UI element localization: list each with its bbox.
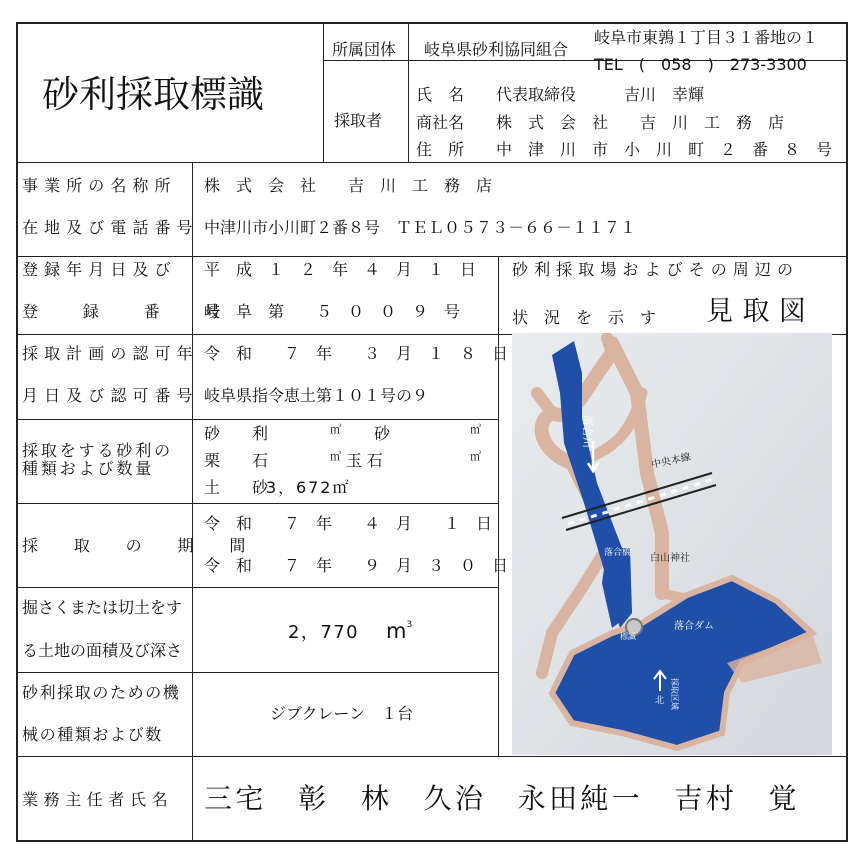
map-label-sign: 標識 — [620, 632, 636, 641]
gravel-label: 種類および数量 — [22, 459, 155, 478]
plan-number: 岐阜県指令恵土第１０１号の９ — [204, 386, 429, 405]
rule — [498, 256, 499, 756]
rule — [18, 419, 498, 420]
collector-name-label: 氏 名 — [416, 85, 465, 104]
office-address-tel: 中津川市小川町２番８号 ＴＥＬ０５７３－６６－１１７１ — [204, 218, 637, 237]
gravel-type: 土 砂 — [204, 478, 269, 497]
rule — [192, 162, 193, 842]
office-label: 事業所の名称所 — [22, 176, 177, 195]
rule — [18, 587, 498, 588]
registration-label: 登録年月日及び — [22, 260, 177, 279]
address-label: 住 所 — [416, 140, 465, 159]
rule — [18, 503, 498, 504]
rule — [323, 24, 324, 162]
registration-label: 登 録 番 号 — [22, 302, 235, 321]
gravel-type: 玉石 — [346, 451, 388, 470]
org-name: 岐阜県砂利協同組合 — [424, 40, 569, 59]
plan-label: 採取計画の認可年 — [22, 344, 199, 363]
map-caption: 砂利採取場およびその周辺の — [512, 260, 800, 279]
gravel-unit: ㎥ — [470, 423, 481, 436]
rule — [18, 256, 848, 257]
map-caption-emphasis: 見取図 — [706, 296, 816, 327]
rule — [18, 162, 848, 163]
gravel-label: 採取をする砂利の — [22, 441, 174, 460]
map-label-area: 採取区域 — [670, 678, 679, 710]
collector-label: 採取者 — [334, 111, 383, 130]
period-start: 令 和 ７ 年 ４ 月 １ 日 — [204, 514, 493, 533]
area-unit: $m^3$ — [386, 619, 413, 643]
site-map — [512, 333, 832, 755]
map-caption: 状 況 を 示 す — [512, 308, 657, 327]
company-label: 商社名 — [416, 113, 465, 132]
gravel-unit: ㎥ — [330, 450, 341, 463]
registration-date: 平 成 １ ２ 年 ４ 月 １ 日 — [204, 260, 477, 279]
registration-number: 岐 阜 第 ５ ０ ０ ９ 号 — [204, 302, 461, 321]
manager-label: 業務主任者氏名 — [22, 790, 174, 809]
gravel-unit: ㎥ — [470, 450, 481, 463]
manager-names: 三宅 彰 林 久治 永田純一 吉村 覚 — [204, 782, 800, 815]
map-label-dam: 落合ダム — [674, 621, 714, 632]
org-tel: TEL ( 058 ) 273-3300 — [594, 55, 807, 74]
gravel-type: 砂 利 — [204, 424, 269, 443]
gravel-quantity: 3，672㎡ — [266, 478, 351, 497]
rule — [408, 24, 409, 162]
rule — [18, 756, 848, 757]
area-value: 2，770 — [288, 622, 360, 643]
collector-name: 代表取締役 吉川 幸輝 — [496, 85, 705, 104]
machine-label: 砂利採取のための機 — [22, 683, 181, 702]
machine-value: ジブクレーン １台 — [270, 704, 414, 723]
area-label: る土地の面積及び深さ — [22, 641, 183, 660]
plan-label: 月日及び認可番号 — [22, 386, 199, 405]
office-label: 在地及び電話番号 — [22, 218, 199, 237]
map-label-shrine: 白山神社 — [650, 553, 690, 564]
plan-date: 令 和 ７ 年 ３ 月 １ ８ 日 — [204, 344, 509, 363]
machine-label: 械の種類および数 — [22, 725, 163, 744]
map-label-river: 落合川 — [581, 415, 594, 448]
gravel-type: 栗 石 — [204, 451, 269, 470]
map-label-bridge: 落合橋 — [604, 548, 632, 558]
office-name: 株 式 会 社 吉 川 工 務 店 — [204, 176, 493, 195]
page-title: 砂利採取標識 — [42, 73, 264, 116]
map-label-railway: 中央本線 — [650, 451, 692, 471]
period-end: 令 和 ７ 年 ９ 月 ３ ０ 日 — [204, 556, 509, 575]
gravel-type: 砂 — [374, 424, 391, 443]
period-label: 採 取 の 期 間 — [22, 536, 256, 555]
company-name: 株 式 会 社 吉 川 工 務 店 — [496, 113, 785, 132]
gravel-unit: ㎥ — [330, 423, 341, 436]
address-value: 中 津 川 市 小 川 町 ２ 番 ８ 号 — [496, 140, 833, 159]
org-address: 岐阜市東鶉１丁目３１番地の１ — [594, 28, 819, 47]
rule — [18, 672, 498, 673]
area-label: 掘さくまたは切土をす — [22, 598, 183, 617]
map-label-direction: 北 — [655, 696, 665, 706]
org-label: 所属団体 — [332, 40, 397, 59]
